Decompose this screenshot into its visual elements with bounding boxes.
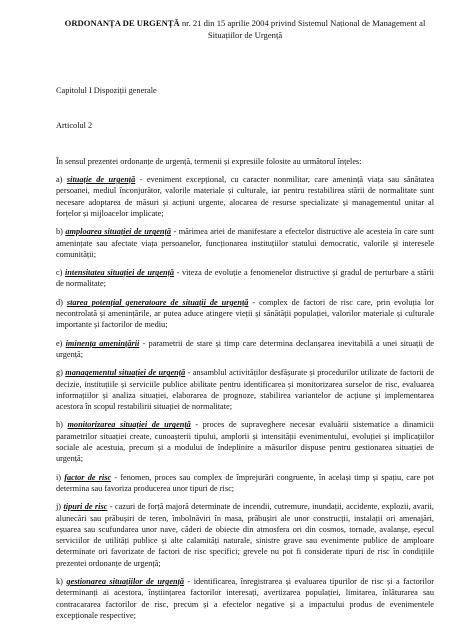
definition-term: monitorizarea situației de urgență: [67, 420, 191, 430]
definition-item: [56, 501, 434, 569]
definition-item: [56, 338, 434, 361]
definition-term: intensitatea situației de urgență: [65, 268, 175, 278]
definition-text: - mărimea ariei de manifestare a efectelor distructive ale acesteia în care sunt amenințate sau afectate viața persoanelor, funcționarea instituțiilor statului democratic, valorile și interesele comunității;: [56, 227, 434, 259]
definition-letter: i): [56, 472, 65, 482]
definition-term: iminența amenințării: [65, 338, 140, 348]
article-heading: Articolul 2: [56, 121, 93, 131]
definition-letter: k): [56, 576, 67, 586]
definition-term: tipuri de risc: [63, 502, 108, 512]
definition-letter: c): [56, 268, 65, 278]
definition-term: amploarea situației de urgență: [65, 227, 172, 237]
chapter-heading: Capitolul I Dispoziții generale: [56, 86, 157, 96]
definitions-list: [56, 174, 434, 621]
title-rest: nr. 21 din 15 aprilie 2004 privind Sistemul Național de Management al Situațiilor de Urgență: [179, 18, 426, 40]
intro-paragraph: În sensul prezentei ordonanțe de urgență, termenii și expresiile folosite au următorul înțeles:: [56, 156, 362, 166]
definition-item: [56, 267, 434, 290]
definition-term: managementul situației de urgență: [65, 368, 186, 378]
definition-term: gestionarea situațiilor de urgență: [66, 576, 185, 586]
definition-text: - identificarea, înregistrarea și evaluarea tipurilor de risc și a factorilor determinanți ai acestora, înștiințarea factorilor interesați, avertizarea populației, limitarea, înlăturarea sau contracararea factorilor de risc, precum și a efectelor negative și a impactului produs de evenimentele excepționale respective;: [56, 576, 434, 620]
definition-text: - viteza de evoluție a fenomenelor distructive și gradul de perturbare a stării de normalitate;: [56, 268, 434, 289]
definition-text: - proces de supraveghere necesar evaluării sistematice a dinamicii parametrilor situației create, cunoașterii tipului, amplorii și intensității evenimentului, evoluției și implicațiilor sociale ale acestuia, precum și a modului de îndeplinire a măsurilor dispuse pentru gestionarea situației de urgență;: [56, 420, 434, 464]
definition-item: [56, 419, 434, 464]
title-bold: ORDONANȚA DE URGENȚĂ: [64, 18, 180, 28]
definition-text: - fenomen, proces sau complex de împrejurări congruente, în același timp și spațiu, care pot determina sau favoriza producerea unor tipuri de risc;: [56, 472, 435, 493]
definition-item: [56, 174, 434, 219]
definition-letter: b): [56, 227, 66, 237]
definition-item: [56, 576, 434, 621]
definition-letter: g): [56, 368, 66, 378]
definition-item: [56, 367, 434, 412]
definition-text: - ansamblul activităților desfășurate și procedurilor utilizate de factorii de decizie, instituțiile și serviciile publice abilitate pentru identificarea și monitorizarea surselor de risc, evaluarea informațiilor și analiza situației, elaborarea de prognoze, stabilirea variantelor de acțiune și implementarea acestora în scopul restabilirii situației de normalitate;: [56, 368, 434, 412]
definition-text: - cazuri de forță majoră determinate de incendii, cutremure, inundații, accidente, explozii, avarii, alunecări sau prăbușiri de teren, îmbolnăviri în masa, prăbușiri ale unor construcții, instalații ori amenajări, eșuarea sau scufundarea unor nave, căderi de obiecte din atmosfera ori din cosmos, tornade, avalanșe, eșecul serviciilor de utilități publice și alte calamități naturale, sinistre grave sau evenimente publice de amploare determinate ori favorizate de factori de risc specifici; grevele nu pot fi considerate tipuri de risc în condițiile prezentei ordonanțe de urgență;: [56, 502, 434, 568]
document-title: [56, 18, 434, 41]
definition-letter: a): [56, 175, 67, 185]
definition-text: - parametrii de stare și timp care determina declanșarea inevitabilă a unei situații de urgență;: [56, 338, 434, 359]
definition-term: situație de urgență: [66, 175, 136, 185]
definition-item: [56, 472, 434, 495]
definition-letter: e): [56, 338, 66, 348]
definition-item: [56, 297, 434, 331]
definition-letter: h): [56, 420, 68, 430]
definition-letter: j): [56, 502, 64, 512]
definition-term: starea potențial generatoare de situații de urgență: [66, 297, 249, 307]
definition-letter: d): [56, 297, 67, 307]
definition-item: [56, 226, 434, 260]
definition-text: - eveniment excepțional, cu caracter nonmilitar, care amenință viața sau sănătatea persoanei, mediul înconjurător, valorile materiale și culturale, iar pentru restabilirea stării de normalitate sunt necesare adoptarea de măsuri și acțiuni urgente, alocarea de resurse specializate și managementul unitar al forțelor și mijloacelor implicate;: [56, 175, 435, 218]
definition-term: factor de risc: [64, 472, 112, 482]
definition-text: - complex de factori de risc care, prin evoluția lor necontrolată și amenințările, ar putea aduce atingere vieții și sănătății populației, valorilor materiale și culturale importante și factorilor de mediu;: [56, 297, 434, 330]
